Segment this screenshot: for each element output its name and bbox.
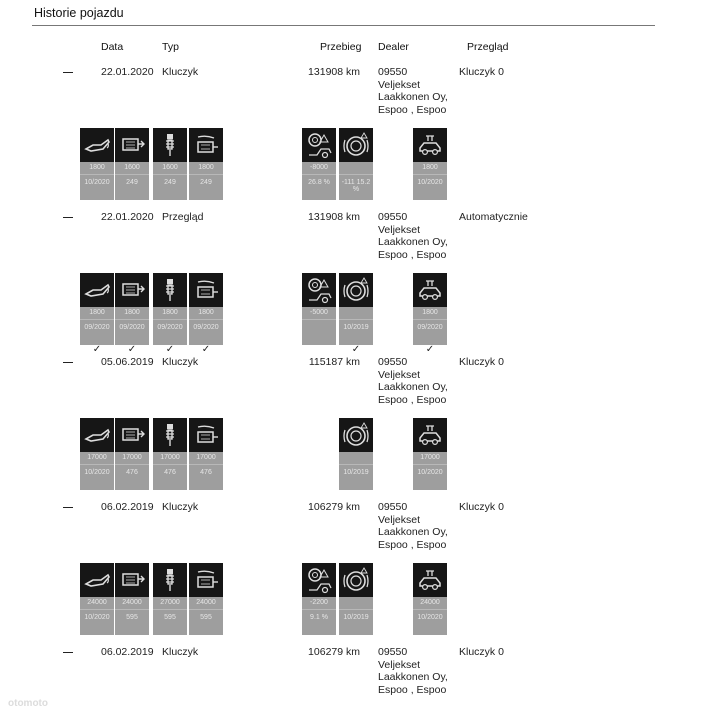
rear-brake-icon (339, 418, 373, 452)
micro-filter-icon (115, 128, 149, 162)
tile-divider (189, 464, 223, 465)
service-due-date: 249 (126, 179, 138, 186)
dealer-line: Veljekset (378, 513, 421, 526)
vehicle-check-icon (413, 273, 447, 307)
dealer-line: Laakkonen Oy, (378, 91, 448, 103)
front-brake-icon (302, 128, 336, 162)
tile-divider (413, 609, 447, 610)
service-due-value: 17000 (420, 454, 440, 461)
service-tile-brf (302, 273, 336, 345)
rear-brake-icon (339, 563, 373, 597)
tile-divider (80, 319, 114, 320)
title-rule (32, 25, 655, 26)
record-inspection: Kluczyk 0 (459, 501, 504, 513)
service-tile-spark (153, 563, 187, 635)
tile-divider (339, 609, 373, 610)
tile-divider (115, 319, 149, 320)
dealer-line: Espoo , Espoo (378, 393, 447, 406)
service-tile-brf (302, 563, 336, 635)
record-dealer (378, 211, 458, 261)
tile-divider (189, 609, 223, 610)
tile-divider (80, 174, 114, 175)
service-due-date: 249 (164, 179, 176, 186)
service-tile-spark (153, 273, 187, 345)
column-header-data: Data (101, 41, 124, 53)
dealer-line: Laakkonen Oy, (378, 526, 448, 538)
record-mileage: 106279 km (308, 646, 360, 658)
tile-divider (413, 464, 447, 465)
service-due-date: 476 (164, 469, 176, 476)
record-type: Przegląd (162, 211, 204, 223)
service-tile-inner (115, 128, 149, 200)
service-due-date: 595 (200, 614, 212, 621)
front-brake-icon (302, 273, 336, 307)
service-due-value: -2200 (310, 599, 328, 606)
tile-divider (339, 319, 373, 320)
record-mileage: 131908 km (308, 211, 360, 223)
service-tile-spark (153, 128, 187, 200)
service-due-value: 24000 (87, 599, 107, 606)
page-title: Historie pojazdu (34, 6, 124, 20)
service-due-date: 09/2020 (84, 324, 110, 331)
service-due-date: 09/2020 (193, 324, 219, 331)
service-tile-fuel (189, 273, 223, 345)
tile-divider (153, 464, 187, 465)
service-due-value: 24000 (420, 599, 440, 606)
check-mark-icon: ✓ (92, 344, 102, 355)
dealer-line: 09550 (378, 646, 408, 658)
service-icons-row (0, 273, 703, 353)
service-due-date: 09/2020 (119, 324, 145, 331)
service-due-date: 249 (200, 179, 212, 186)
service-tile-spark (153, 418, 187, 490)
dealer-line: Laakkonen Oy, (378, 381, 448, 393)
tile-divider (413, 174, 447, 175)
dealer-line: Espoo , Espoo (378, 103, 447, 116)
tile-divider (115, 464, 149, 465)
service-tile-car (413, 273, 447, 345)
service-due-value: 17000 (160, 454, 180, 461)
service-tile-oil (80, 273, 114, 345)
service-due-value: 17000 (196, 454, 216, 461)
record-date: 22.01.2020 (101, 211, 154, 223)
fuel-filter-icon (189, 128, 223, 162)
vehicle-check-icon (413, 128, 447, 162)
tile-divider (413, 319, 447, 320)
service-tile-brf (302, 128, 336, 200)
record-dealer (378, 356, 458, 406)
tile-divider (153, 319, 187, 320)
service-due-date: 09/2020 (417, 324, 443, 331)
history-record (0, 646, 703, 706)
record-type: Kluczyk (162, 356, 199, 368)
history-record (0, 211, 703, 271)
service-due-value: 17000 (122, 454, 142, 461)
service-due-date: 10/2020 (84, 179, 110, 186)
record-type: Kluczyk (162, 501, 199, 513)
service-icons-row (0, 563, 703, 643)
service-due-value: 24000 (122, 599, 142, 606)
service-due-date: 595 (164, 614, 176, 621)
service-due-value: -5000 (310, 309, 328, 316)
service-tile-fuel (189, 128, 223, 200)
service-icons-row (0, 418, 703, 498)
service-due-value: 1800 (162, 309, 178, 316)
dealer-line: Espoo , Espoo (378, 538, 447, 551)
history-record (0, 66, 703, 126)
tile-divider (115, 174, 149, 175)
dealer-line: Espoo , Espoo (378, 683, 447, 696)
service-due-date: 26.8 % (308, 179, 330, 186)
service-tile-inner (115, 563, 149, 635)
tile-divider (339, 464, 373, 465)
record-mileage: 106279 km (308, 501, 360, 513)
record-inspection: Kluczyk 0 (459, 646, 504, 658)
history-record (0, 501, 703, 561)
service-due-value: 1800 (422, 164, 438, 171)
dealer-line: Veljekset (378, 223, 421, 236)
service-due-date: 09/2020 (157, 324, 183, 331)
dealer-line: Veljekset (378, 368, 421, 381)
record-inspection: Kluczyk 0 (459, 356, 504, 368)
service-due-value: 1800 (198, 164, 214, 171)
service-due-date: 10/2019 (343, 469, 369, 476)
oil-can-icon (80, 563, 114, 597)
service-due-date: 10/2020 (84, 469, 110, 476)
column-header-typ: Typ (162, 41, 179, 53)
service-due-value: 1600 (162, 164, 178, 171)
tile-divider (80, 609, 114, 610)
record-dealer (378, 501, 458, 551)
column-header-dealer: Dealer (378, 41, 409, 53)
service-tile-inner (115, 273, 149, 345)
service-tile-car (413, 128, 447, 200)
check-mark-icon: ✓ (201, 344, 211, 355)
service-due-date: 476 (126, 469, 138, 476)
service-due-value: 17000 (87, 454, 107, 461)
service-due-value: 1800 (198, 309, 214, 316)
history-record (0, 356, 703, 416)
service-due-value: 1800 (124, 309, 140, 316)
service-tile-oil (80, 418, 114, 490)
dealer-line: Veljekset (378, 658, 421, 671)
dealer-line: Espoo , Espoo (378, 248, 447, 261)
record-type: Kluczyk (162, 646, 199, 658)
tile-divider (153, 174, 187, 175)
tile-divider (302, 319, 336, 320)
service-tile-fuel (189, 418, 223, 490)
dealer-line: Laakkonen Oy, (378, 236, 448, 248)
service-due-value: 1800 (89, 309, 105, 316)
record-dealer (378, 66, 458, 116)
micro-filter-icon (115, 418, 149, 452)
service-due-value: 1800 (89, 164, 105, 171)
watermark: otomoto (8, 698, 48, 709)
tile-divider (189, 174, 223, 175)
micro-filter-icon (115, 273, 149, 307)
tile-divider (189, 319, 223, 320)
service-icons-row (0, 128, 703, 208)
service-due-date: 9.1 % (310, 614, 328, 621)
front-brake-icon (302, 563, 336, 597)
micro-filter-icon (115, 563, 149, 597)
check-mark-icon: ✓ (425, 344, 435, 355)
spark-plug-icon (153, 418, 187, 452)
service-due-value: -8000 (310, 164, 328, 171)
service-due-value: 24000 (196, 599, 216, 606)
tile-divider (302, 174, 336, 175)
record-mileage: 115187 km (308, 356, 360, 368)
record-date: 05.06.2019 (101, 356, 154, 368)
vehicle-check-icon (413, 563, 447, 597)
dealer-line: Veljekset (378, 78, 421, 91)
service-due-date: 595 (126, 614, 138, 621)
vehicle-check-icon (413, 418, 447, 452)
service-due-date: 10/2020 (417, 469, 443, 476)
service-due-value: 1800 (422, 309, 438, 316)
record-inspection: Kluczyk 0 (459, 66, 504, 78)
record-dealer (378, 646, 458, 696)
record-mileage: 131908 km (308, 66, 360, 78)
tile-divider (153, 609, 187, 610)
service-tile-brr (339, 418, 373, 490)
service-due-date: 476 (200, 469, 212, 476)
service-tile-brr (339, 563, 373, 635)
tile-divider (339, 174, 373, 175)
service-tile-brr (339, 128, 373, 200)
service-tile-fuel (189, 563, 223, 635)
service-due-date: 10/2019 (343, 324, 369, 331)
service-due-date: 10/2020 (417, 614, 443, 621)
record-date: 06.02.2019 (101, 646, 154, 658)
dealer-line: 09550 (378, 501, 408, 513)
fuel-filter-icon (189, 273, 223, 307)
tile-divider (80, 464, 114, 465)
oil-can-icon (80, 273, 114, 307)
dealer-line: 09550 (378, 211, 408, 223)
check-mark-icon: ✓ (165, 344, 175, 355)
rear-brake-icon (339, 273, 373, 307)
service-tile-car (413, 563, 447, 635)
service-tile-car (413, 418, 447, 490)
record-date: 22.01.2020 (101, 66, 154, 78)
service-tile-oil (80, 128, 114, 200)
tile-divider (115, 609, 149, 610)
spark-plug-icon (153, 273, 187, 307)
check-mark-icon: ✓ (351, 344, 361, 355)
fuel-filter-icon (189, 418, 223, 452)
service-due-date: 10/2020 (84, 614, 110, 621)
rear-brake-icon (339, 128, 373, 162)
dealer-line: 09550 (378, 66, 408, 78)
service-due-date: -111 15.2 % (341, 179, 371, 193)
dealer-line: 09550 (378, 356, 408, 368)
column-header-przeglad: Przegląd (467, 41, 509, 53)
service-tile-inner (115, 418, 149, 490)
service-tile-oil (80, 563, 114, 635)
spark-plug-icon (153, 128, 187, 162)
record-type: Kluczyk (162, 66, 199, 78)
oil-can-icon (80, 128, 114, 162)
oil-can-icon (80, 418, 114, 452)
check-mark-icon: ✓ (127, 344, 137, 355)
service-due-value: 27000 (160, 599, 180, 606)
record-inspection: Automatycznie (459, 211, 528, 223)
dealer-line: Laakkonen Oy, (378, 671, 448, 683)
fuel-filter-icon (189, 563, 223, 597)
service-due-value: 1600 (124, 164, 140, 171)
tile-divider (302, 609, 336, 610)
spark-plug-icon (153, 563, 187, 597)
service-tile-brr (339, 273, 373, 345)
service-due-date: 10/2019 (343, 614, 369, 621)
record-date: 06.02.2019 (101, 501, 154, 513)
column-header-przebieg: Przebieg (320, 41, 362, 53)
service-due-date: 10/2020 (417, 179, 443, 186)
